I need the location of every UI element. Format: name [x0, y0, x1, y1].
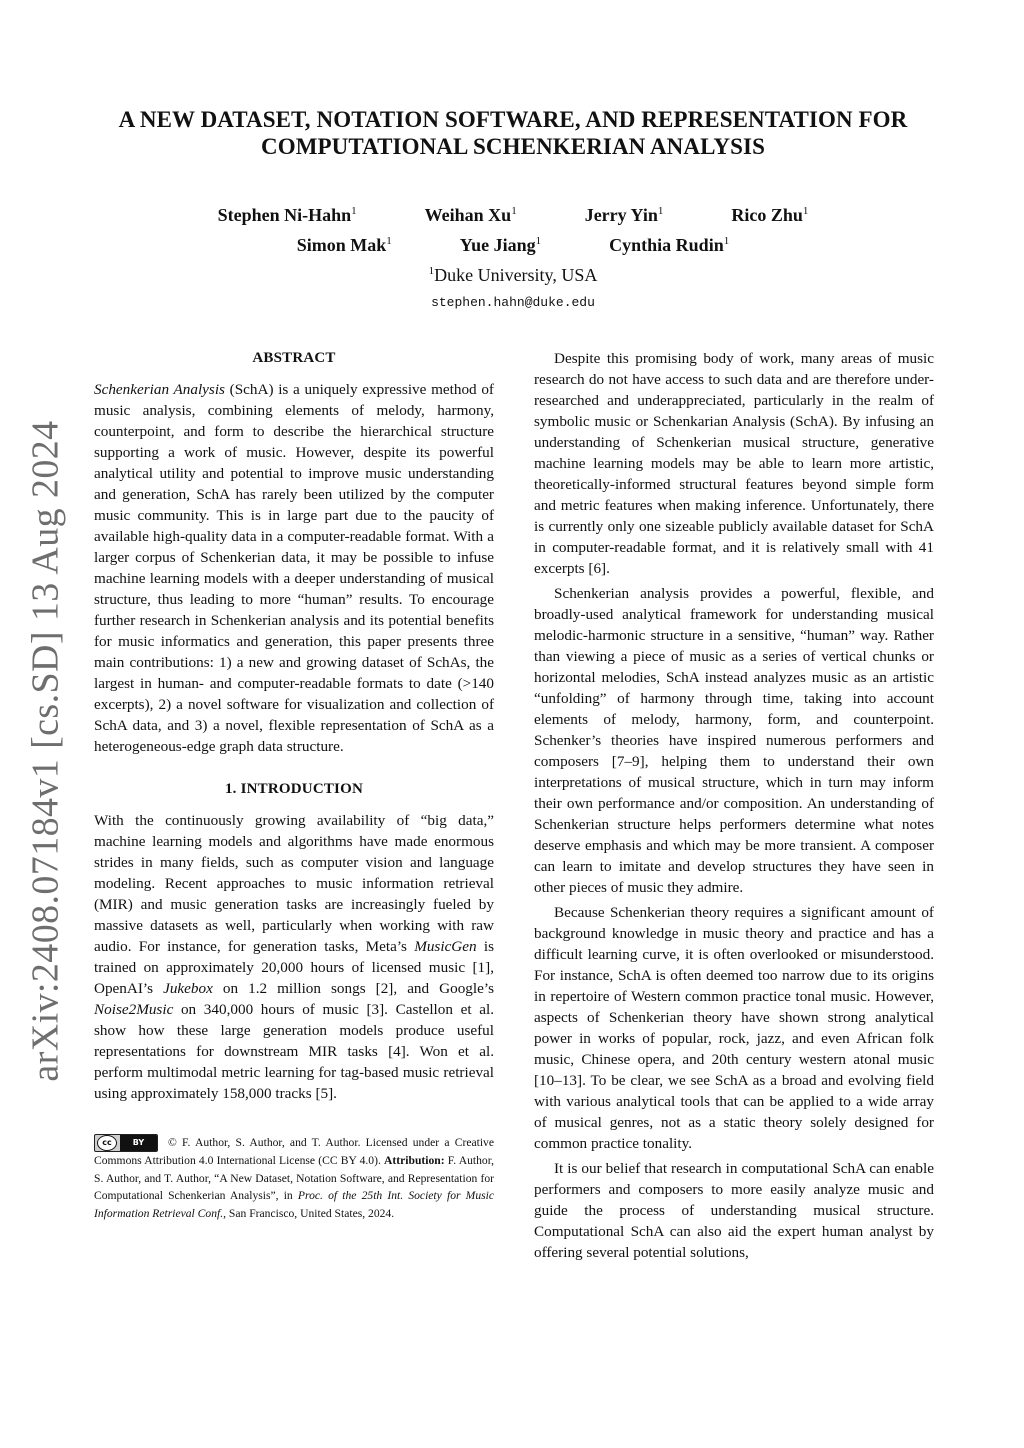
body-paragraph: Because Schenkerian theory requires a significant amount of background knowledge in music theory and practice and has a difficult learning curve, it is often overlooked or misunderstood. For instance, SchA is often deemed too narrow due to its origins in repertoire of Western common practice tonal music. However, aspects of Schenkerian theory have shown strong analytical power in works of popular, rock, jazz, and even African folk music, Chinese opera, and 20th century western atonal music [10–13]. To be clear, we see SchA as a broad and evolving field with various analytical tools that can be applied to a wide array of musical genres, not as a static theory solely designed for common practice tonality. — [534, 904, 934, 1152]
attribution-label: Attribution: — [384, 1154, 445, 1168]
abstract-heading: ABSTRACT — [252, 350, 336, 366]
by-icon: BY — [120, 1135, 157, 1151]
abstract-text: Schenkerian Analysis (SchA) is a uniquely expressive method of music analysis, combining elements of melody, harmony, counterpoint, and form to describe the hierarchical structure supporting a work of music. However, despite its powerful analytical utility and potential to improve music understanding and generation, SchA has rarely been utilized by the computer music community. This is in large part due to the paucity of available high-quality data in a computer-readable format. With a larger corpus of Schenkerian data, it may be possible to infuse machine learning models with a deeper understanding of musical structure, thus leading to more “human” results. To encourage further research in Schenkerian analysis and its potential benefits for music informatics and generation, this paper presents three main contributions: 1) a new and growing dataset of SchAs, the largest in human- and computer-readable formats to date (>140 excerpts), 2) a novel software for visualization and collection of SchA data, and 3) a novel, flexible representation of SchA as a heterogeneous-edge graph data structure. — [94, 381, 494, 755]
author-row-1 — [80, 198, 946, 228]
paper-title — [80, 106, 946, 160]
title-line-2: COMPUTATIONAL SCHENKERIAN ANALYSIS — [261, 134, 765, 159]
intro-paragraph: With the continuously growing availability of “big data,” machine learning models and algorithms have made enormous strides in many fields, such as computer vision and language modeling. Recent approaches to music information retrieval (MIR) and music generation tasks are increasingly fueled by massive datasets as well, particularly when working with raw audio. For instance, for generation tasks, Meta’s MusicGen is trained on approximately 20,000 hours of licensed music [1], OpenAI’s Jukebox on 1.2 million songs [2], and Google’s Noise2Music on 340,000 hours of music [3]. Castellon et al. show how these large generation models produce useful representations for downstream MIR tasks [4]. Won et al. perform multimodal metric learning for tag-based music retrieval using approximately 158,000 tracks [5]. — [94, 812, 494, 1102]
author-name: Yue Jiang$^1$ — [459, 235, 542, 255]
body-paragraph: Schenkerian analysis provides a powerful, flexible, and broadly-used analytical framework for understanding musical melodic-harmonic structure in a sensitive, “human” way. Rather than viewing a piece of music as a series of vertical chunks or horizontal melodies, SchA instead analyzes music as an artistic “unfolding” of harmony through time, taking into account elements of melody, harmony, form, and counterpoint. Schenker’s theories have inspired numerous performers and composers [7–9], helping them to understand their own interpretations of musical structure, which in turn may inform their own performance and/or composition. An understanding of Schenkerian structure helps performers determine what notes deserve emphasis and which may be more transient. A composer can learn to imitate and develop structures they have seen in other pieces of music they admire. — [534, 585, 934, 896]
author-name: Weihan Xu$^1$ — [424, 205, 517, 225]
author-email[interactable]: stephen.hahn@duke.edu — [431, 295, 595, 310]
body-paragraph: It is our belief that research in computational SchA can enable performers and composers to more easily analyze music and guide the process of understanding musical structure. Computational SchA can also aid the expert human analyst by offering several potential solutions, — [534, 1160, 934, 1261]
introduction-heading: 1. INTRODUCTION — [224, 781, 363, 797]
affiliation: $^1$Duke University, USA — [428, 265, 598, 285]
author-name: Jerry Yin$^1$ — [584, 205, 664, 225]
cc-icon: cc — [97, 1135, 117, 1151]
arxiv-identifier: arXiv:2408.07184v1 [cs.SD] 13 Aug 2024 — [25, 420, 68, 1082]
cc-by-badge[interactable] — [94, 1134, 158, 1152]
left-column — [94, 348, 494, 1222]
license-footnote: cc BY © F. Author, S. Author, and T. Author. Licensed under a Creative Commons Attribution 4.0 International License (CC BY 4.0). Attribution: F. Author, S. Author, and T. Author, “A New Dataset, Notation Software, and Representation for Computational Schenkerian Analysis”, in Proc. of the 25th Int. Society for Music Information Retrieval Conf., San Francisco, United States, 2024. — [94, 1136, 495, 1220]
right-column — [534, 348, 934, 1263]
author-block — [80, 198, 946, 316]
title-line-1: A NEW DATASET, NOTATION SOFTWARE, AND REPRESENTATION FOR — [118, 107, 908, 132]
author-name: Simon Mak$^1$ — [296, 235, 392, 255]
body-paragraph: Despite this promising body of work, many areas of music research do not have access to such data and are therefore under-researched and underappreciated, particularly in the realm of symbolic music or Schenkarian Analysis (SchA). By infusing an understanding of Schenkerian musical structure, generative machine learning models may be able to learn more artistic, theoretically-informed structural features beyond simple form and metric features when making inference. Unfortunately, there is currently only one sizeable publicly available dataset for SchA in computer-readable format, and it is relatively small with 41 excerpts [6]. — [534, 350, 934, 577]
author-row-2 — [80, 228, 946, 258]
author-name: Stephen Ni-Hahn$^1$ — [217, 205, 357, 225]
author-name: Cynthia Rudin$^1$ — [609, 235, 730, 255]
author-name: Rico Zhu$^1$ — [731, 205, 809, 225]
arxiv-sidebar — [6, 420, 86, 1082]
